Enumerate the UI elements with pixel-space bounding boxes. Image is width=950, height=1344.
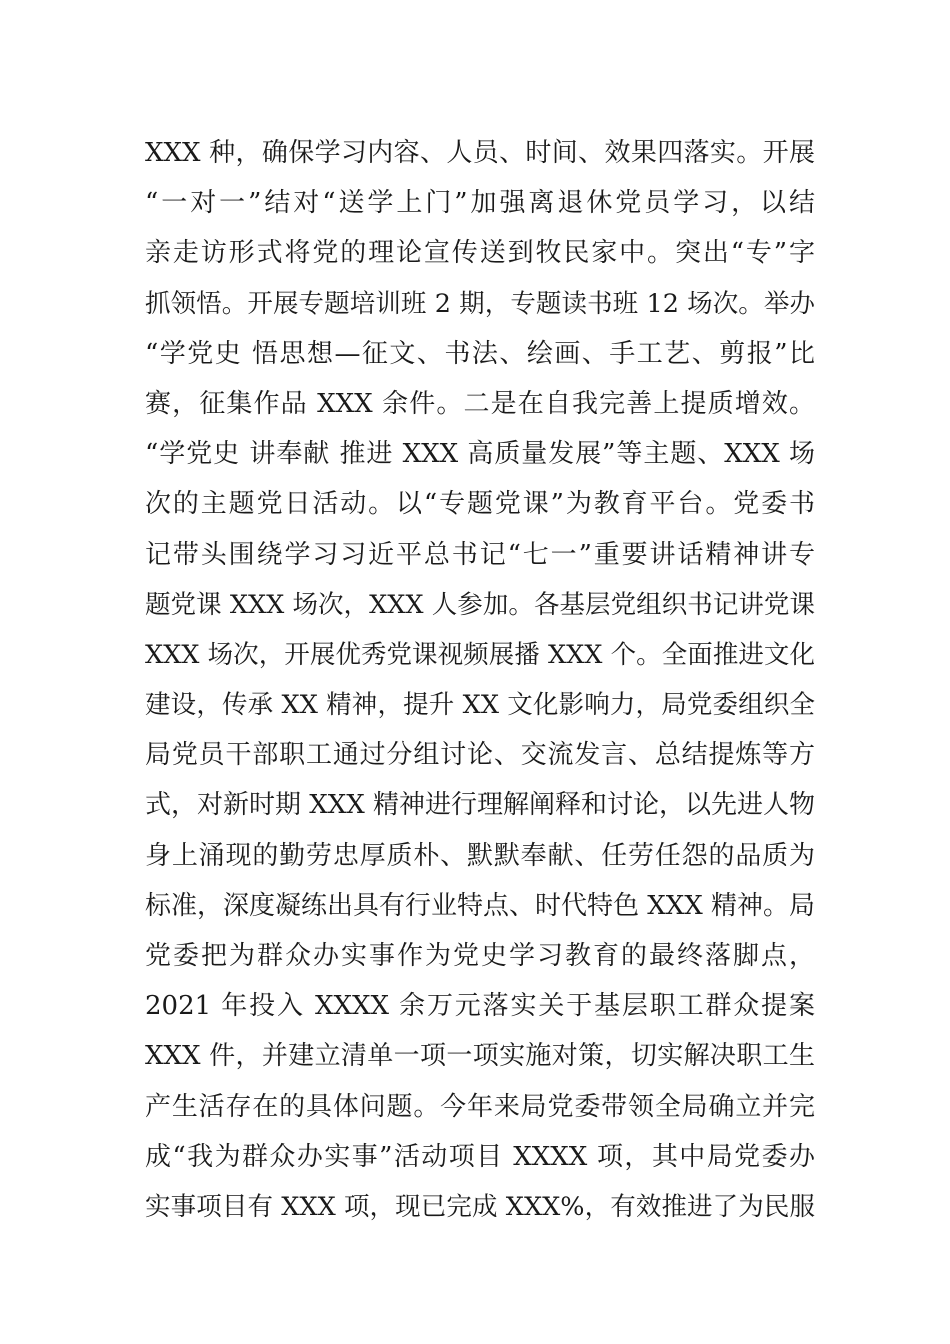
text-line: XXX 种，确保学习内容、人员、时间、效果四落实。开展 [145,138,815,168]
text-line: 建设，传承 XX 精神，提升 XX 文化影响力，局党委组织全 [145,690,815,721]
text-line: 成“我为群众办实事”活动项目 XXXX 项，其中局党委办 [145,1141,815,1172]
text-line: 记带头围绕学习习近平总书记“七一”重要讲话精神讲专 [145,539,815,570]
text-line: XXX 场次，开展优秀党课视频展播 XXX 个。全面推进文化 [145,639,815,670]
text-line: 标准，深度凝练出具有行业特点、时代特色 XXX 精神。局 [145,890,816,921]
text-line: 党委把为群众办实事作为党史学习教育的最终落脚点， [145,941,815,971]
text-line: 抓领悟。开展专题培训班 2 期，专题读书班 12 场次。举办 [145,288,815,319]
text-line: 赛，征集作品 XXX 余件。二是在自我完善上提质增效。 [145,388,815,419]
text-line: XXX 件，并建立清单一项一项实施对策，切实解决职工生 [145,1041,815,1072]
text-line: “学党史 悟思想—征文、书法、绘画、手工艺、剪报”比 [145,338,815,369]
text-line: 身上涌现的勤劳忠厚质朴、默默奉献、任劳任怨的品质为 [145,840,815,871]
text-line: 次的主题党日活动。以“专题党课”为教育平台。党委书 [145,489,815,520]
text-line: 2021 年投入 XXXX 余万元落实关于基层职工群众提案 [145,991,815,1022]
text-line: 实事项目有 XXX 项，现已完成 XXX%，有效推进了为民服 [145,1191,815,1222]
text-line: “一对一”结对“送学上门”加强离退休党员学习，以结 [145,188,815,219]
text-line: 亲走访形式将党的理论宣传送到牧民家中。突出“专”字 [145,238,815,269]
text-line: 产生活存在的具体问题。今年来局党委带领全局确立并完 [145,1091,815,1122]
body-paragraph [145,128,815,1232]
text-line: 局党员干部职工通过分组讨论、交流发言、总结提炼等方 [145,740,815,771]
text-line: 式，对新时期 XXX 精神进行理解阐释和讨论，以先进人物 [145,790,816,821]
text-line: “学党史 讲奉献 推进 XXX 高质量发展”等主题、XXX 场 [145,439,815,470]
text-line: 题党课 XXX 场次，XXX 人参加。各基层党组织书记讲党课 [145,589,815,620]
